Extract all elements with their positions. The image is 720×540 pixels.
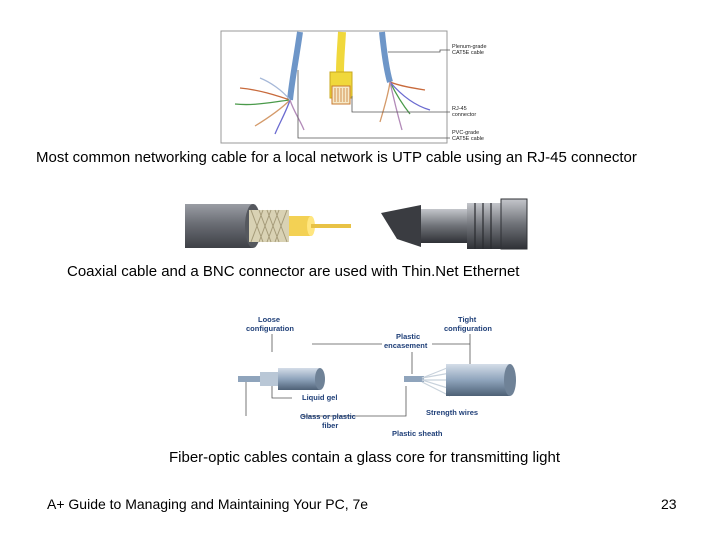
plastic-encasement-label-2: encasement: [384, 341, 428, 350]
pvc-label-2: CAT5E cable: [452, 136, 484, 142]
plenum-label-2: CAT5E cable: [452, 50, 484, 56]
tight-label-1: Tight: [458, 315, 477, 324]
fiber-caption: Fiber-optic cables contain a glass core for transmitting light: [169, 449, 561, 466]
page-number: 23: [661, 496, 677, 512]
footer-title: A+ Guide to Managing and Maintaining Your PC, 7e: [47, 496, 369, 512]
loose-label-1: Loose: [258, 315, 281, 324]
plastic-sheath-label: Plastic sheath: [392, 429, 443, 438]
utp-cable-figure: [220, 30, 500, 148]
plenum-label-1: Plenum-grade: [452, 44, 487, 50]
coax-caption: Coaxial cable and a BNC connector are used with Thin.Net Ethernet: [67, 263, 520, 280]
loose-label-2: configuration: [246, 324, 294, 333]
strength-wires-label: Strength wires: [426, 408, 479, 417]
glass-fiber-label-1: Glass or plastic: [300, 412, 356, 421]
rj45-label-2: connector: [452, 112, 477, 118]
tight-label-2: configuration: [444, 324, 492, 333]
rj45-label-1: RJ-45: [452, 106, 467, 112]
fiber-optic-figure: [232, 312, 522, 442]
utp-caption: Most common networking cable for a local network is UTP cable using an RJ-45 connector: [36, 149, 637, 166]
coax-cable-figure: [185, 195, 535, 253]
plastic-encasement-label-1: Plastic: [396, 332, 421, 341]
glass-fiber-label-2: fiber: [322, 421, 339, 430]
liquid-gel-label: Liquid gel: [302, 393, 338, 402]
pvc-label-1: PVC-grade: [452, 130, 480, 136]
